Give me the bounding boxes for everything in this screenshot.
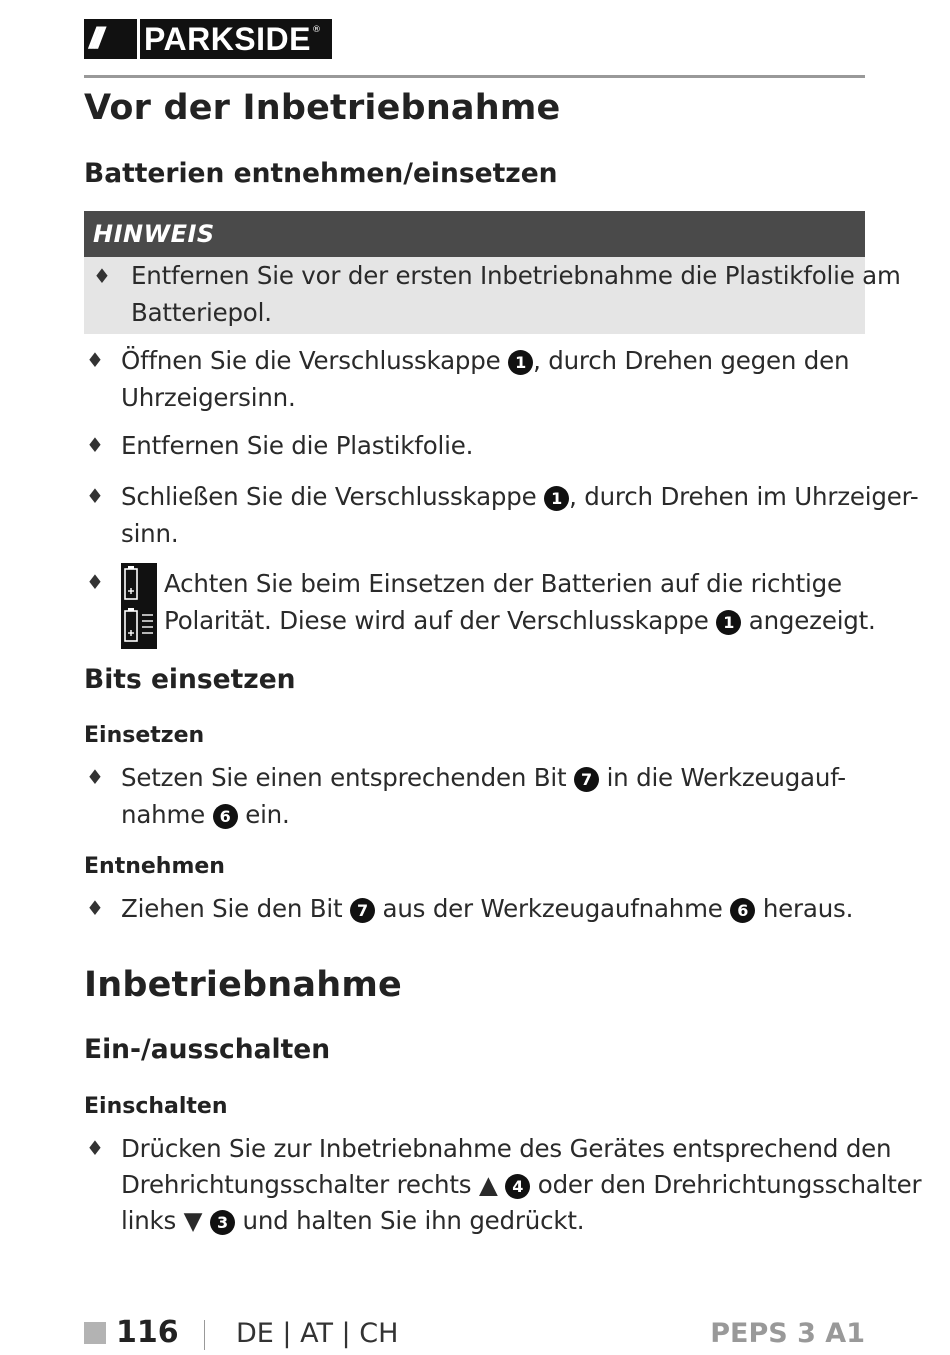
note-line-2: Batteriepol. (131, 298, 272, 327)
list-item-line: Uhrzeigersinn. (121, 383, 296, 412)
callout-number: 4 (505, 1174, 530, 1199)
footer-marker (84, 1322, 106, 1344)
subsection-title-bits: Bits einsetzen (84, 664, 296, 695)
footer-languages: DE | AT | CH (236, 1318, 399, 1349)
parkside-logo (84, 19, 332, 59)
list-item-line: Setzen Sie einen entsprechenden Bit 7 in die Werkzeugauf- (121, 763, 846, 792)
callout-number: 6 (730, 898, 755, 923)
logo-slashes: /// (89, 22, 100, 55)
list-item-line: Drehrichtungsschalter rechts ▲ 4 oder den Drehrichtungsschalter (121, 1170, 922, 1199)
list-item-line: Polarität. Diese wird auf der Verschlusskappe 1 angezeigt. (164, 606, 876, 635)
heading-insert: Einsetzen (84, 723, 205, 748)
list-item-line: Ziehen Sie den Bit 7 aus der Werkzeugaufnahme 6 heraus. (121, 894, 854, 923)
subsection-title-switch: Ein-/ausschalten (84, 1034, 331, 1065)
heading-switch-on: Einschalten (84, 1094, 228, 1119)
callout-number: 7 (574, 767, 599, 792)
note-line-1: Entfernen Sie vor der ersten Inbetriebnahme die Plastikfolie am (131, 261, 901, 290)
callout-number: 1 (716, 610, 741, 635)
list-item-line: sinn. (121, 519, 179, 548)
list-item-line: Schließen Sie die Verschlusskappe 1 , durch Drehen im Uhrzeiger- (121, 482, 919, 511)
callout-number: 3 (210, 1210, 235, 1235)
list-item-line: Achten Sie beim Einsetzen der Batterien auf die richtige (164, 569, 842, 598)
logo-separator (137, 19, 140, 59)
note-label: HINWEIS (93, 220, 215, 248)
bullet-icon: ♦ (86, 765, 104, 789)
bullet-icon: ♦ (86, 1136, 104, 1160)
note-header (84, 211, 865, 257)
bullet-icon: ♦ (86, 348, 104, 372)
list-item-line: Drücken Sie zur Inbetriebnahme des Gerätes entsprechend den (121, 1134, 892, 1163)
header-rule (84, 75, 865, 78)
section-title-before-use: Vor der Inbetriebnahme (84, 88, 561, 128)
footer-model: PEPS 3 A1 (710, 1318, 865, 1349)
bullet-icon: ♦ (93, 264, 111, 288)
section-title-operation: Inbetriebnahme (84, 965, 402, 1005)
bullet-icon: ♦ (86, 896, 104, 920)
callout-number: 1 (508, 350, 533, 375)
callout-number: 6 (213, 804, 238, 829)
subsection-title-batteries: Batterien entnehmen/einsetzen (84, 158, 558, 189)
callout-number: 1 (544, 486, 569, 511)
heading-remove: Entnehmen (84, 854, 225, 879)
footer-divider (204, 1320, 205, 1350)
callout-number: 7 (350, 898, 375, 923)
logo-wordmark: PARKSIDE (144, 20, 311, 57)
note-body (84, 257, 901, 334)
logo-registered-mark: ® (311, 25, 321, 35)
page-number: 116 (116, 1315, 179, 1350)
bullet-icon: ♦ (86, 570, 104, 594)
battery-polarity-icon (121, 563, 157, 649)
list-item-line: nahme 6 ein. (121, 800, 290, 829)
list-item-line: Öffnen Sie die Verschlusskappe 1 , durch Drehen gegen den (121, 346, 850, 375)
bullet-icon: ♦ (86, 433, 104, 457)
battery-polarity-graphic (121, 563, 157, 649)
bullet-icon: ♦ (86, 484, 104, 508)
list-item-line: Entfernen Sie die Plastikfolie. (121, 431, 474, 460)
list-item-line: links ▼ 3 und halten Sie ihn gedrückt. (121, 1206, 585, 1235)
